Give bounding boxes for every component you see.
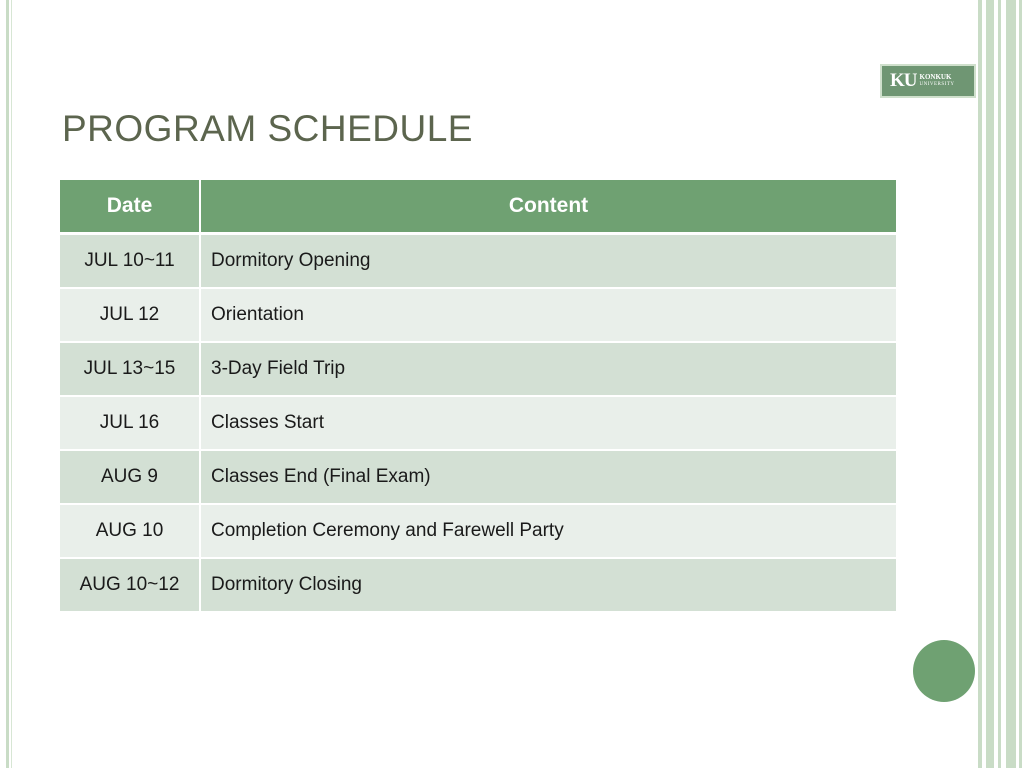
schedule-table	[60, 180, 896, 611]
header-content: Content	[200, 180, 896, 234]
frame-stripe	[6, 0, 9, 768]
table-row	[60, 558, 896, 611]
header-date: Date	[60, 180, 200, 234]
table-row	[60, 342, 896, 396]
row-content: Completion Ceremony and Farewell Party	[200, 504, 896, 558]
table-row	[60, 234, 896, 289]
page-title: PROGRAM SCHEDULE	[62, 108, 473, 149]
frame-stripe	[998, 0, 1001, 768]
row-content: Dormitory Opening	[200, 234, 896, 289]
row-content: Classes End (Final Exam)	[200, 450, 896, 504]
table-row	[60, 396, 896, 450]
frame-stripe	[978, 0, 982, 768]
header-row	[60, 180, 896, 234]
table-body	[60, 234, 896, 612]
row-date: AUG 9	[60, 450, 200, 504]
row-date: AUG 10~12	[60, 558, 200, 611]
row-content: Dormitory Closing	[200, 558, 896, 611]
logo-mark: KU	[890, 70, 917, 91]
row-date: JUL 13~15	[60, 342, 200, 396]
frame-stripe	[1019, 0, 1022, 768]
row-content: Classes Start	[200, 396, 896, 450]
row-content: 3-Day Field Trip	[200, 342, 896, 396]
row-date: JUL 16	[60, 396, 200, 450]
table-row	[60, 450, 896, 504]
table-header	[60, 180, 896, 234]
row-date: JUL 12	[60, 288, 200, 342]
row-content: Orientation	[200, 288, 896, 342]
row-date: JUL 10~11	[60, 234, 200, 289]
university-logo	[880, 64, 976, 98]
row-date: AUG 10	[60, 504, 200, 558]
frame-stripe	[1006, 0, 1016, 768]
logo-line-2: UNIVERSITY	[919, 82, 955, 87]
table-row	[60, 288, 896, 342]
frame-stripe	[11, 0, 12, 768]
frame-stripe	[986, 0, 994, 768]
logo-line-1: KONKUK	[919, 73, 952, 81]
decorative-circle	[913, 640, 975, 702]
logo-wordmark	[920, 74, 955, 88]
table-row	[60, 504, 896, 558]
